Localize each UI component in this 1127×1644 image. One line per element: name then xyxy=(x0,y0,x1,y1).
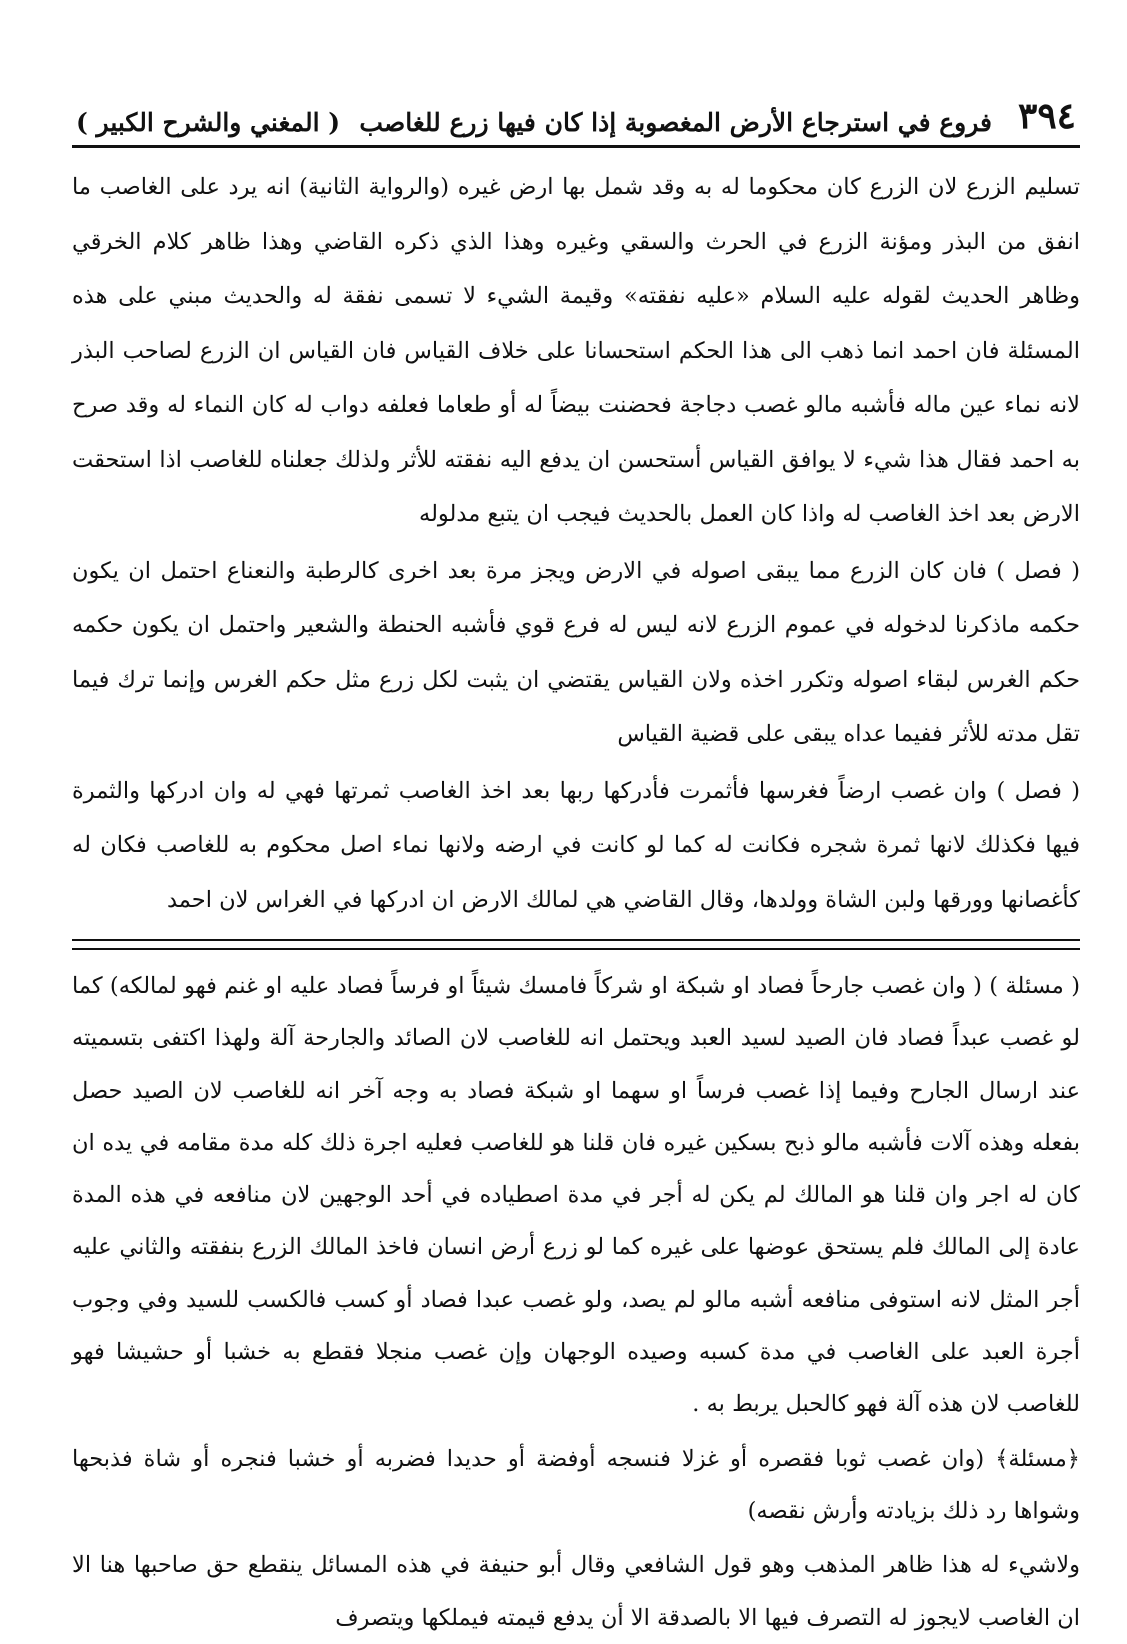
commentary-paragraph: تسليم الزرع لان الزرع كان محكوما له به وقد شمل بها ارض غيره (والرواية الثانية) انه يرد على الغاصب ما انفق من البذر ومؤنة الزرع في الحرث والسقي وغيره وهذا الذي ذكره القاضي وهذا ظاهر كلام الخرقي وظاهر الحديث لقوله عليه السلام «عليه نفقته» وقيمة الشيء لا تسمى نفقة له والحديث مبني على هذه المسئلة فان احمد انما ذهب الى هذا الحكم استحسانا على خلاف القياس فان القياس ان الزرع لصاحب البذر لانه نماء عين ماله فأشبه مالو غصب دجاجة فحضنت بيضاً له أو طعاما فعلفه دواب له كان النماء له وقد صرح به احمد فقال هذا شيء لا يوافق القياس أستحسن ان يدفع اليه نفقته للأثر ولذلك جعلناه للغاصب اذا استحقت الارض بعد اخذ الغاصب له واذا كان العمل بالحديث فيجب ان يتبع مدلوله xyxy=(72,174,1080,527)
running-title: فروع في استرجاع الأرض المغصوبة إذا كان فيها زرع للغاصب xyxy=(359,108,992,137)
commentary-paragraph: ( فصل ) فان كان الزرع مما يبقى اصوله في الارض ويجز مرة بعد اخرى كالرطبة والنعناع احتمل ان يكون حكمه ماذكرنا لدخوله في عموم الزرع لانه ليس له فرع قوي فأشبه الحنطة والشعير واحتمل ان يكون حكمه حكم الغرس لبقاء اصوله وتكرر اخذه ولان القياس يقتضي ان يثبت لكل زرع مثل حكم الغرس وإنما ترك فيما تقل مدته للأثر ففيما عداه يبقى على قضية القياس xyxy=(72,557,1080,747)
page-number: ٣٩٤ xyxy=(1017,95,1076,137)
matn-paragraph: ﴿مسئلة﴾ (وان غصب ثوبا فقصره أو غزلا فنسجه أوفضة أو حديدا فضربه أو خشبا فنجره أو شاة فذبحها وشواها رد ذلك بزيادته وأرش نقصه) xyxy=(72,1445,1080,1524)
page-header xyxy=(72,92,1080,148)
matn-paragraph: ( مسئلة ) ( وان غصب جارحاً فصاد او شبكة او شركاً فامسك شيئاً او فرساً فصاد عليه او غنم فهو لمالكه) كما لو غصب عبداً فصاد فان الصيد لسيد العبد ويحتمل انه للغاصب لان الصائد والجارحة آلة ولهذا اكتفى بتسميته عند ارسال الجارح وفيما إذا غصب فرساً او سهما او شبكة فصاد به وجه آخر انه للغاصب لان الصيد حصل بفعله وهذه آلات فأشبه مالو ذبح بسكين غيره فان قلنا هو للغاصب فعليه اجرة ذلك كله مدة مقامه في يده ان كان له اجر وان قلنا هو المالك لم يكن له أجر في مدة اصطياده في أحد الوجهين لان منافعه في هذه المدة عادة إلى المالك فلم يستحق عوضها على غيره كما لو زرع أرض انسان فاخذ المالك الزرع بنفقته والثاني عليه أجر المثل لانه استوفى منافعه أشبه مالو لم يصد، ولو غصب عبدا فصاد أو كسب فالكسب للسيد وفي وجوب أجرة العبد على الغاصب في مدة كسبه وصيده الوجهان وإن غصب منجلا فقطع به خشبا أو حشيشا فهو للغاصب لان هذه آلة فهو كالحبل يربط به . xyxy=(72,973,1080,1418)
commentary-paragraph: ( فصل ) وان غصب ارضاً فغرسها فأثمرت فأدركها ربها بعد اخذ الغاصب ثمرتها فهي له وان ادركها والثمرة فيها فكذلك لانها ثمرة شجره فكانت له كما لو كانت في ارضه ولانها نماء اصل محكوم به للغاصب فكان له كأغصانها وورقها ولبن الشاة وولدها، وقال القاضي هي لمالك الارض ان ادركها في الغراس لان احمد xyxy=(72,777,1080,913)
commentary-section xyxy=(72,148,1080,927)
section-divider xyxy=(72,939,1080,950)
book-title: ( المغني والشرح الكبير ) xyxy=(76,108,341,137)
book-page xyxy=(72,92,1080,1631)
matn-paragraph: ولاشيء له هذا ظاهر المذهب وهو قول الشافعي وقال أبو حنيفة في هذه المسائل ينقطع حق صاحبها هنا الا ان الغاصب لايجوز له التصرف فيها الا بالصدقة الا أن يدفع قيمته فيملكها ويتصرف xyxy=(72,1552,1080,1631)
main-text-section xyxy=(72,960,1080,1644)
